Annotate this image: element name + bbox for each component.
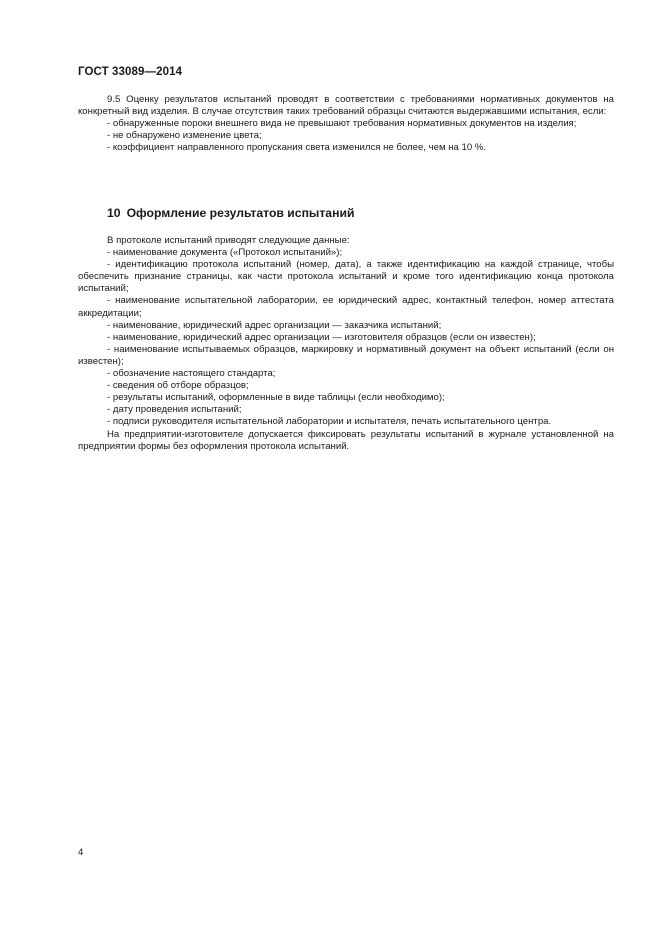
list-item: - наименование испытываемых образцов, маркировку и нормативный документ на объект испытаний (если он известен); [78, 343, 614, 367]
section-10-heading [107, 206, 354, 220]
section-10-title: Оформление результатов испытаний [126, 206, 355, 220]
list-item: - обозначение настоящего стандарта; [107, 368, 276, 380]
list-item: - сведения об отборе образцов; [107, 380, 249, 392]
list-item: - идентификацию протокола испытаний (номер, дата), а также идентификацию на каждой странице, чтобы обеспечить признание страницы, как части протокола испытаний и кроме того идентификацию конца протокола испытаний; [78, 259, 614, 295]
list-item: - подписи руководителя испытательной лаборатории и испытателя, печать испытательного центра. [107, 416, 552, 428]
clause-9-5 [78, 94, 614, 154]
list-item: - обнаруженные пороки внешнего вида не превышают требования нормативных документов на изделия; [107, 118, 577, 130]
clause-9-5-intro: 9.5 Оценку результатов испытаний проводят в соответствии с требованиями нормативных документов на конкретный вид изделия. В случае отсутствия таких требований образцы считаются выдержавшими испытания, если: [78, 94, 614, 118]
section-10-intro: В протоколе испытаний приводят следующие данные: [107, 235, 350, 246]
page-number: 4 [78, 847, 84, 858]
document-code-header: ГОСТ 33089—2014 [78, 66, 183, 78]
list-item: - наименование, юридический адрес организации — изготовителя образцов (если он известен); [107, 331, 536, 343]
list-item: - коэффициент направленного пропускания света изменился не более, чем на 10 %. [107, 142, 487, 154]
list-item: - дату проведения испытаний; [107, 404, 242, 416]
section-10-body [78, 235, 614, 453]
list-item: - наименование, юридический адрес организации — заказчика испытаний; [107, 319, 442, 331]
list-item: - результаты испытаний, оформленные в виде таблицы (если необходимо); [107, 392, 445, 404]
list-item: - не обнаружено изменение цвета; [107, 130, 262, 142]
section-10-closing: На предприятии-изготовителе допускается фиксировать результаты испытаний в журнале установленной на предприятии формы без оформления протокола испытаний. [78, 428, 614, 452]
section-10-number: 10 [107, 206, 121, 220]
list-item: - наименование испытательной лаборатории, ее юридический адрес, контактный телефон, номер аттестата аккредитации; [78, 295, 614, 319]
list-item: - наименование документа («Протокол испытаний»); [107, 247, 343, 259]
